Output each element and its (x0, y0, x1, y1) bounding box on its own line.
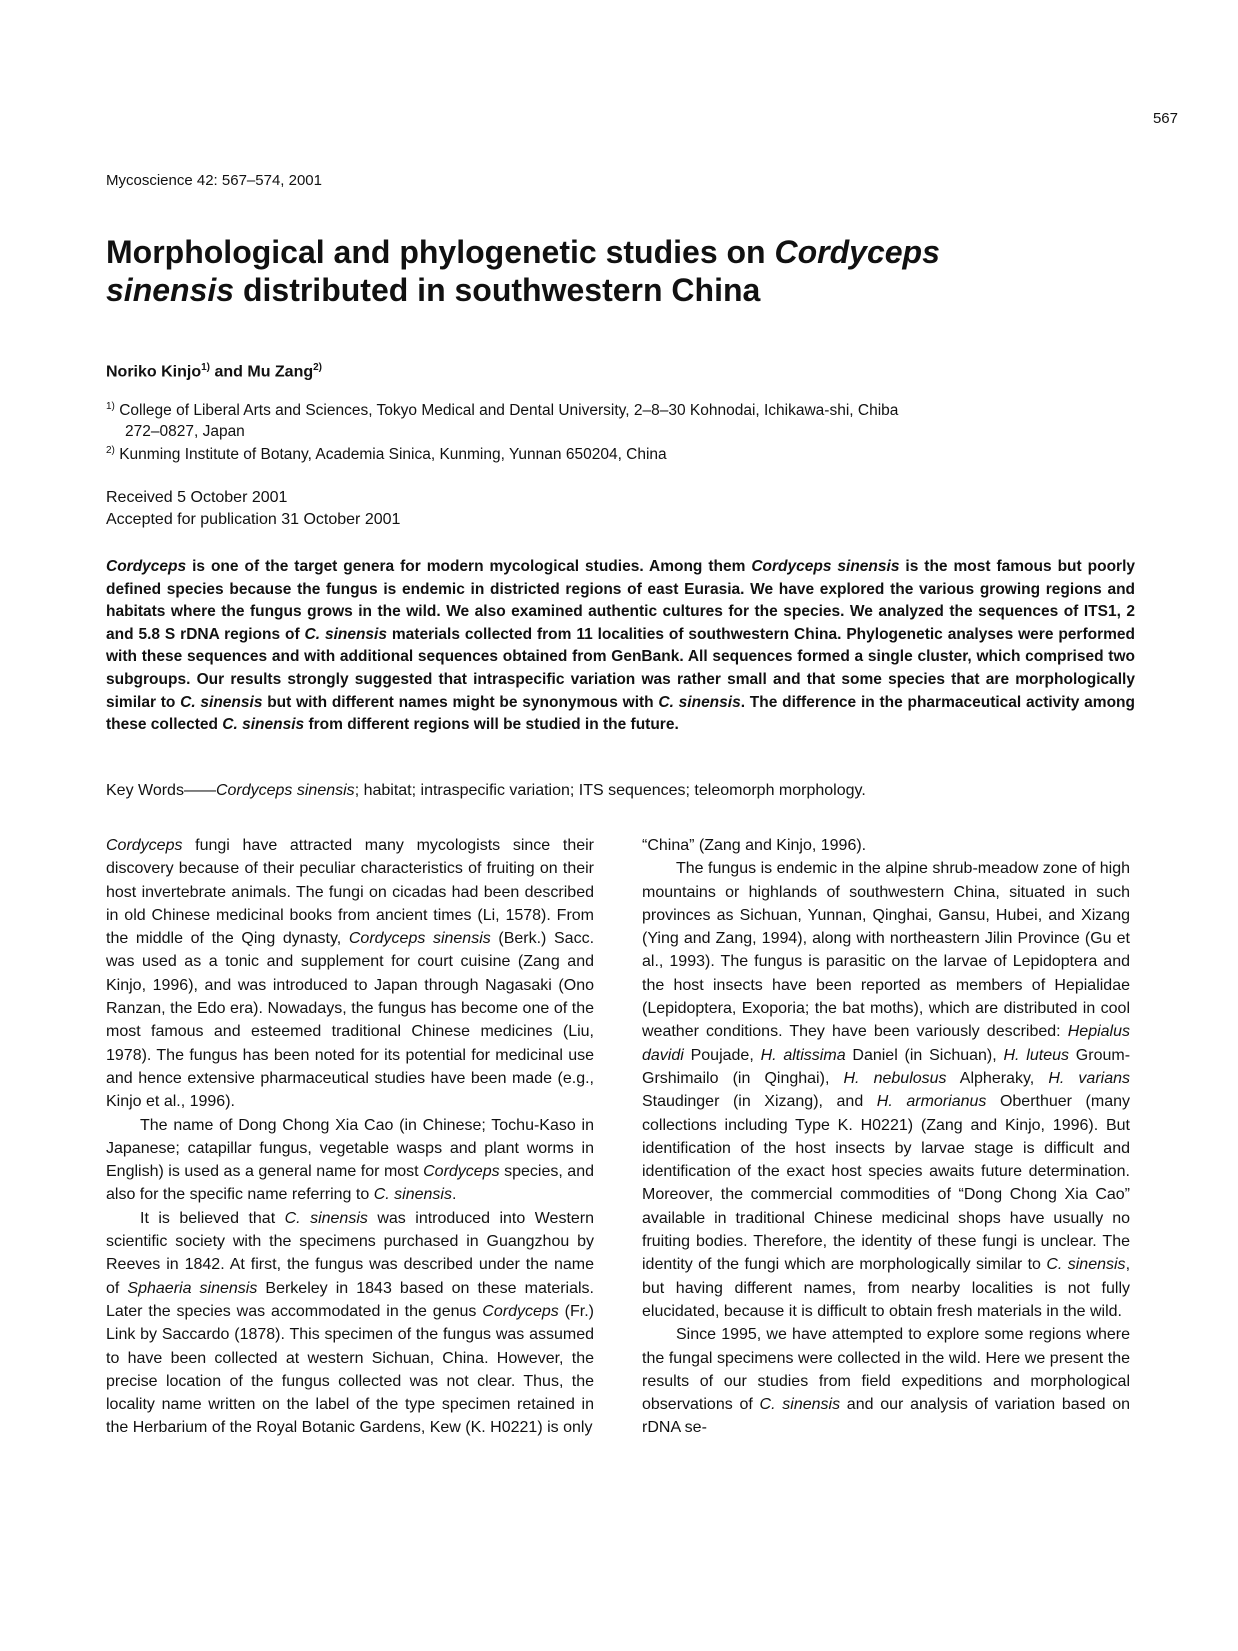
keywords-list: ; habitat; intraspecific variation; ITS sequences; teleomorph morphology. (354, 782, 866, 799)
abstract-text: is the most famous but poorly defined species because the fungus is endemic in districted regions of east Eurasia. We have explored the various growing regions and habitats where the fungus grows in the wild. We also examined authentic cultures for the species. We analyzed the sequences of ITS1, 2 and 5.8 S rDNA regions of (106, 558, 1135, 643)
italic-term: C. sinensis (1046, 1256, 1126, 1274)
italic-term: C. sinensis (373, 1186, 452, 1204)
abstract (106, 556, 1135, 737)
title-part: distributed in southwestern China (234, 272, 761, 308)
affiliation-mark: 1) (106, 401, 115, 412)
italic-term: Cordyceps sinensis (348, 930, 491, 948)
italic-term: H. armorianus (876, 1093, 987, 1111)
italic-term: H. varians (1048, 1069, 1131, 1087)
abstract-text: materials collected from 11 localities of southwestern China. Phylogenetic analyses were performed with these sequences and with additional sequences obtained from GenBank. All sequences formed a single cluster, which comprised two subgroups. Our results strongly suggested that intraspecific variation was rather small and that some species that are morphologically similar to (106, 625, 1135, 711)
abstract-text: from different regions will be studied in the future. (304, 716, 679, 734)
paragraph (106, 834, 594, 1114)
author-affiliation-mark: 1) (201, 362, 211, 373)
page-number: 567 (1152, 110, 1178, 127)
title-genus: Cordyceps (774, 234, 940, 270)
text: Berkeley in 1843 based on these materials. Later the species was accommodated in the genus (106, 1279, 595, 1320)
affiliation-mark: 2) (106, 445, 115, 456)
text: Poujade, (683, 1046, 761, 1064)
abstract-text: is one of the target genera for modern mycological studies. Among them (186, 558, 752, 575)
text: The name of Dong Chong Xia Cao (in Chinese; Tochu-Kaso in Japanese; catapillar fungus, vegetable wasps and plant worms in English) is used as a general name for most (106, 1116, 594, 1181)
italic-term: H. luteus (1003, 1046, 1069, 1064)
abstract-italic: C. sinensis (222, 716, 305, 734)
text: It is believed that (140, 1209, 285, 1227)
text: (Fr.) Link by Saccardo (1878). This specimen of the fungus was assumed to have been collected at western Sichuan, China. However, the precise location of the fungus collected was not clear. Thus, the locality name written on the label of the type specimen retained in the Herbarium of the Royal Botanic Gardens, Kew (K. H0221) is only (106, 1302, 595, 1437)
paragraph (106, 1207, 594, 1440)
authors (106, 362, 322, 381)
italic-term: C. sinensis (759, 1396, 841, 1414)
abstract-italic: Cordyceps sinensis (751, 558, 900, 575)
italic-term: Cordyceps (423, 1163, 500, 1181)
journal-citation: Mycoscience 42: 567–574, 2001 (106, 172, 322, 189)
title-part: Morphological and phylogenetic studies on (106, 234, 775, 270)
italic-term: H. nebulosus (843, 1069, 947, 1087)
author-name: Noriko Kinjo (106, 363, 202, 381)
abstract-italic: C. sinensis (180, 693, 263, 711)
italic-term: Cordyceps (106, 837, 183, 854)
body-column-left (106, 834, 594, 1440)
abstract-text: but with different names might be synonymous with (262, 693, 659, 711)
italic-term: Cordyceps (482, 1302, 559, 1320)
author-conjunction: and (210, 363, 248, 381)
keywords-label: Key Words (106, 782, 184, 799)
affiliation-text: Kunming Institute of Botany, Academia Sinica, Kunming, Yunnan 650204, China (119, 446, 667, 464)
text: (Berk.) Sacc. was used as a tonic and supplement for court cuisine (Zang and Kinjo, 1996), and was introduced to Japan through Nagasaki (Ono Ranzan, the Edo era). Nowadays, the fungus has become one of the most famous and esteemed traditional Chinese medicines (Liu, 1978). The fungus has been noted for its potential for medicinal use and hence extensive pharmaceutical studies have been made (e.g., Kinjo et al., 1996). (106, 930, 595, 1111)
author-name: Mu Zang (247, 363, 314, 381)
affiliation-1 (106, 396, 1116, 442)
text: , but having different names, from nearby localities is not fully elucidated, because it is difficult to obtain fresh materials in the wild. (642, 1256, 1131, 1320)
text: Groum-Grshimailo (in Qinghai), (642, 1046, 1131, 1087)
italic-term: H. altissima (760, 1046, 846, 1064)
text: . (451, 1186, 457, 1204)
abstract-italic: C. sinensis (304, 625, 387, 643)
article-title (106, 233, 1146, 309)
abstract-text: . The difference in the pharmaceutical activity among these collected (106, 693, 1135, 734)
text: and our analysis of variation based on rDNA se- (642, 1396, 1131, 1437)
title-species: sinensis (106, 272, 235, 308)
author-affiliation-mark: 2) (313, 362, 323, 373)
paragraph (642, 857, 1130, 1323)
text: was introduced into Western scientific society with the specimens purchased in Guangzhou by Reeves in 1842. At first, the fungus was described under the name of (106, 1209, 595, 1297)
paragraph-continuation: “China” (Zang and Kinjo, 1996). (642, 837, 867, 854)
text: Staudinger (in Xizang), and (642, 1093, 877, 1111)
abstract-italic: C. sinensis (658, 693, 741, 711)
italic-term: Hepialus davidi (642, 1023, 1130, 1064)
keywords (106, 782, 866, 800)
affiliation-2 (106, 440, 1116, 465)
paragraph (642, 1323, 1130, 1439)
text: species, and also for the specific name referring to (106, 1163, 595, 1204)
affiliation-text-cont: 272–0827, Japan (125, 423, 245, 441)
italic-term: Sphaeria sinensis (127, 1279, 258, 1297)
italic-term: C. sinensis (284, 1209, 368, 1227)
dates (106, 487, 400, 531)
body-column-right (642, 834, 1130, 1440)
abstract-italic: Cordyceps (106, 558, 187, 575)
affiliation-text: College of Liberal Arts and Sciences, Tokyo Medical and Dental University, 2–8–30 Kohnodai, Ichikawa-shi, Chiba (119, 402, 899, 420)
accepted-date: Accepted for publication 31 October 2001 (106, 511, 401, 528)
text: Since 1995, we have attempted to explore some regions where the fungal specimens were collected in the wild. Here we present the results of our studies from field expeditions and morphological observations of (642, 1326, 1130, 1414)
text: Alpheraky, (946, 1069, 1049, 1087)
text: The fungus is endemic in the alpine shrub-meadow zone of high mountains or highlands of southwestern China, situated in such provinces as Sichuan, Yunnan, Qinghai, Gansu, Hubei, and Xizang (Ying and Zang, 1994), along with northeastern Jilin Province (Gu et al., 1993). The fungus is parasitic on the larvae of Lepidoptera and the host insects have been reported as members of Hepialidae (Lepidoptera, Exoporia; the bat moths), which are distributed in cool weather conditions. They have been variously described: (642, 860, 1130, 1041)
text: Oberthuer (many collections including Type K. H0221) (Zang and Kinjo, 1996). But identification of the host insects by larvae stage is difficult and identification of the exact host species awaits future determination. Moreover, the commercial commodities of “Dong Chong Xia Cao” available in traditional Chinese medicinal shops have usually no fruiting bodies. Therefore, the identity of these fungi is unclear. The identity of the fungi which are morphologically similar to (642, 1093, 1130, 1274)
received-date: Received 5 October 2001 (106, 489, 288, 506)
keyword-italic: Cordyceps sinensis (215, 782, 355, 799)
text: fungi have attracted many mycologists since their discovery because of their peculiar characteristics of fruiting on their host invertebrate animals. The fungi on cicadas had been described in old Chinese medicinal books from ancient times (Li, 1578). From the middle of the Qing dynasty, (106, 837, 594, 948)
paragraph (106, 1114, 594, 1207)
text: Daniel (in Sichuan), (845, 1046, 1004, 1064)
keywords-dash: —— (183, 782, 216, 799)
